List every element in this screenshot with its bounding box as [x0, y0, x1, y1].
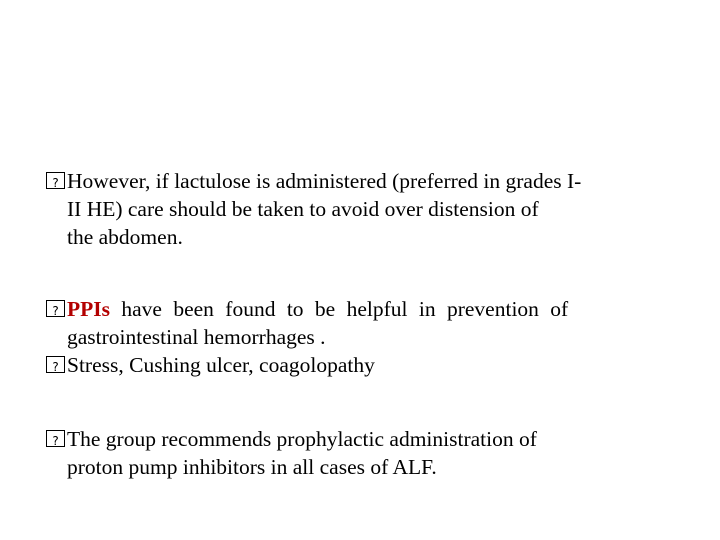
- text-line: [46, 351, 676, 379]
- text-line: proton pump inhibitors in all cases of ALF.: [67, 455, 437, 479]
- text-line-content: However, if lactulose is administered (preferred in grades I-: [67, 169, 582, 193]
- text-line: [46, 295, 676, 323]
- highlight-term: PPIs: [67, 297, 110, 321]
- bullet-box-icon: [46, 356, 65, 373]
- text-line: II HE) care should be taken to avoid over distension of: [67, 197, 539, 221]
- text-line: gastrointestinal hemorrhages .: [67, 325, 326, 349]
- bullet-paragraph-lactulose: [46, 167, 676, 251]
- bullet-paragraph-ppis: [46, 295, 676, 379]
- text-line: [46, 167, 676, 195]
- text-line: the abdomen.: [67, 225, 183, 249]
- bullet-box-icon: [46, 300, 65, 317]
- bullet-paragraph-group-recommends: [46, 425, 676, 481]
- text-line-content: The group recommends prophylactic administration of: [67, 427, 537, 451]
- text-line: [46, 425, 676, 453]
- bullet-box-icon: [46, 172, 65, 189]
- text-line-content: Stress, Cushing ulcer, coagolopathy: [67, 353, 375, 377]
- text-line-content: have been found to be helpful in prevention of: [110, 297, 569, 321]
- bullet-box-icon: [46, 430, 65, 447]
